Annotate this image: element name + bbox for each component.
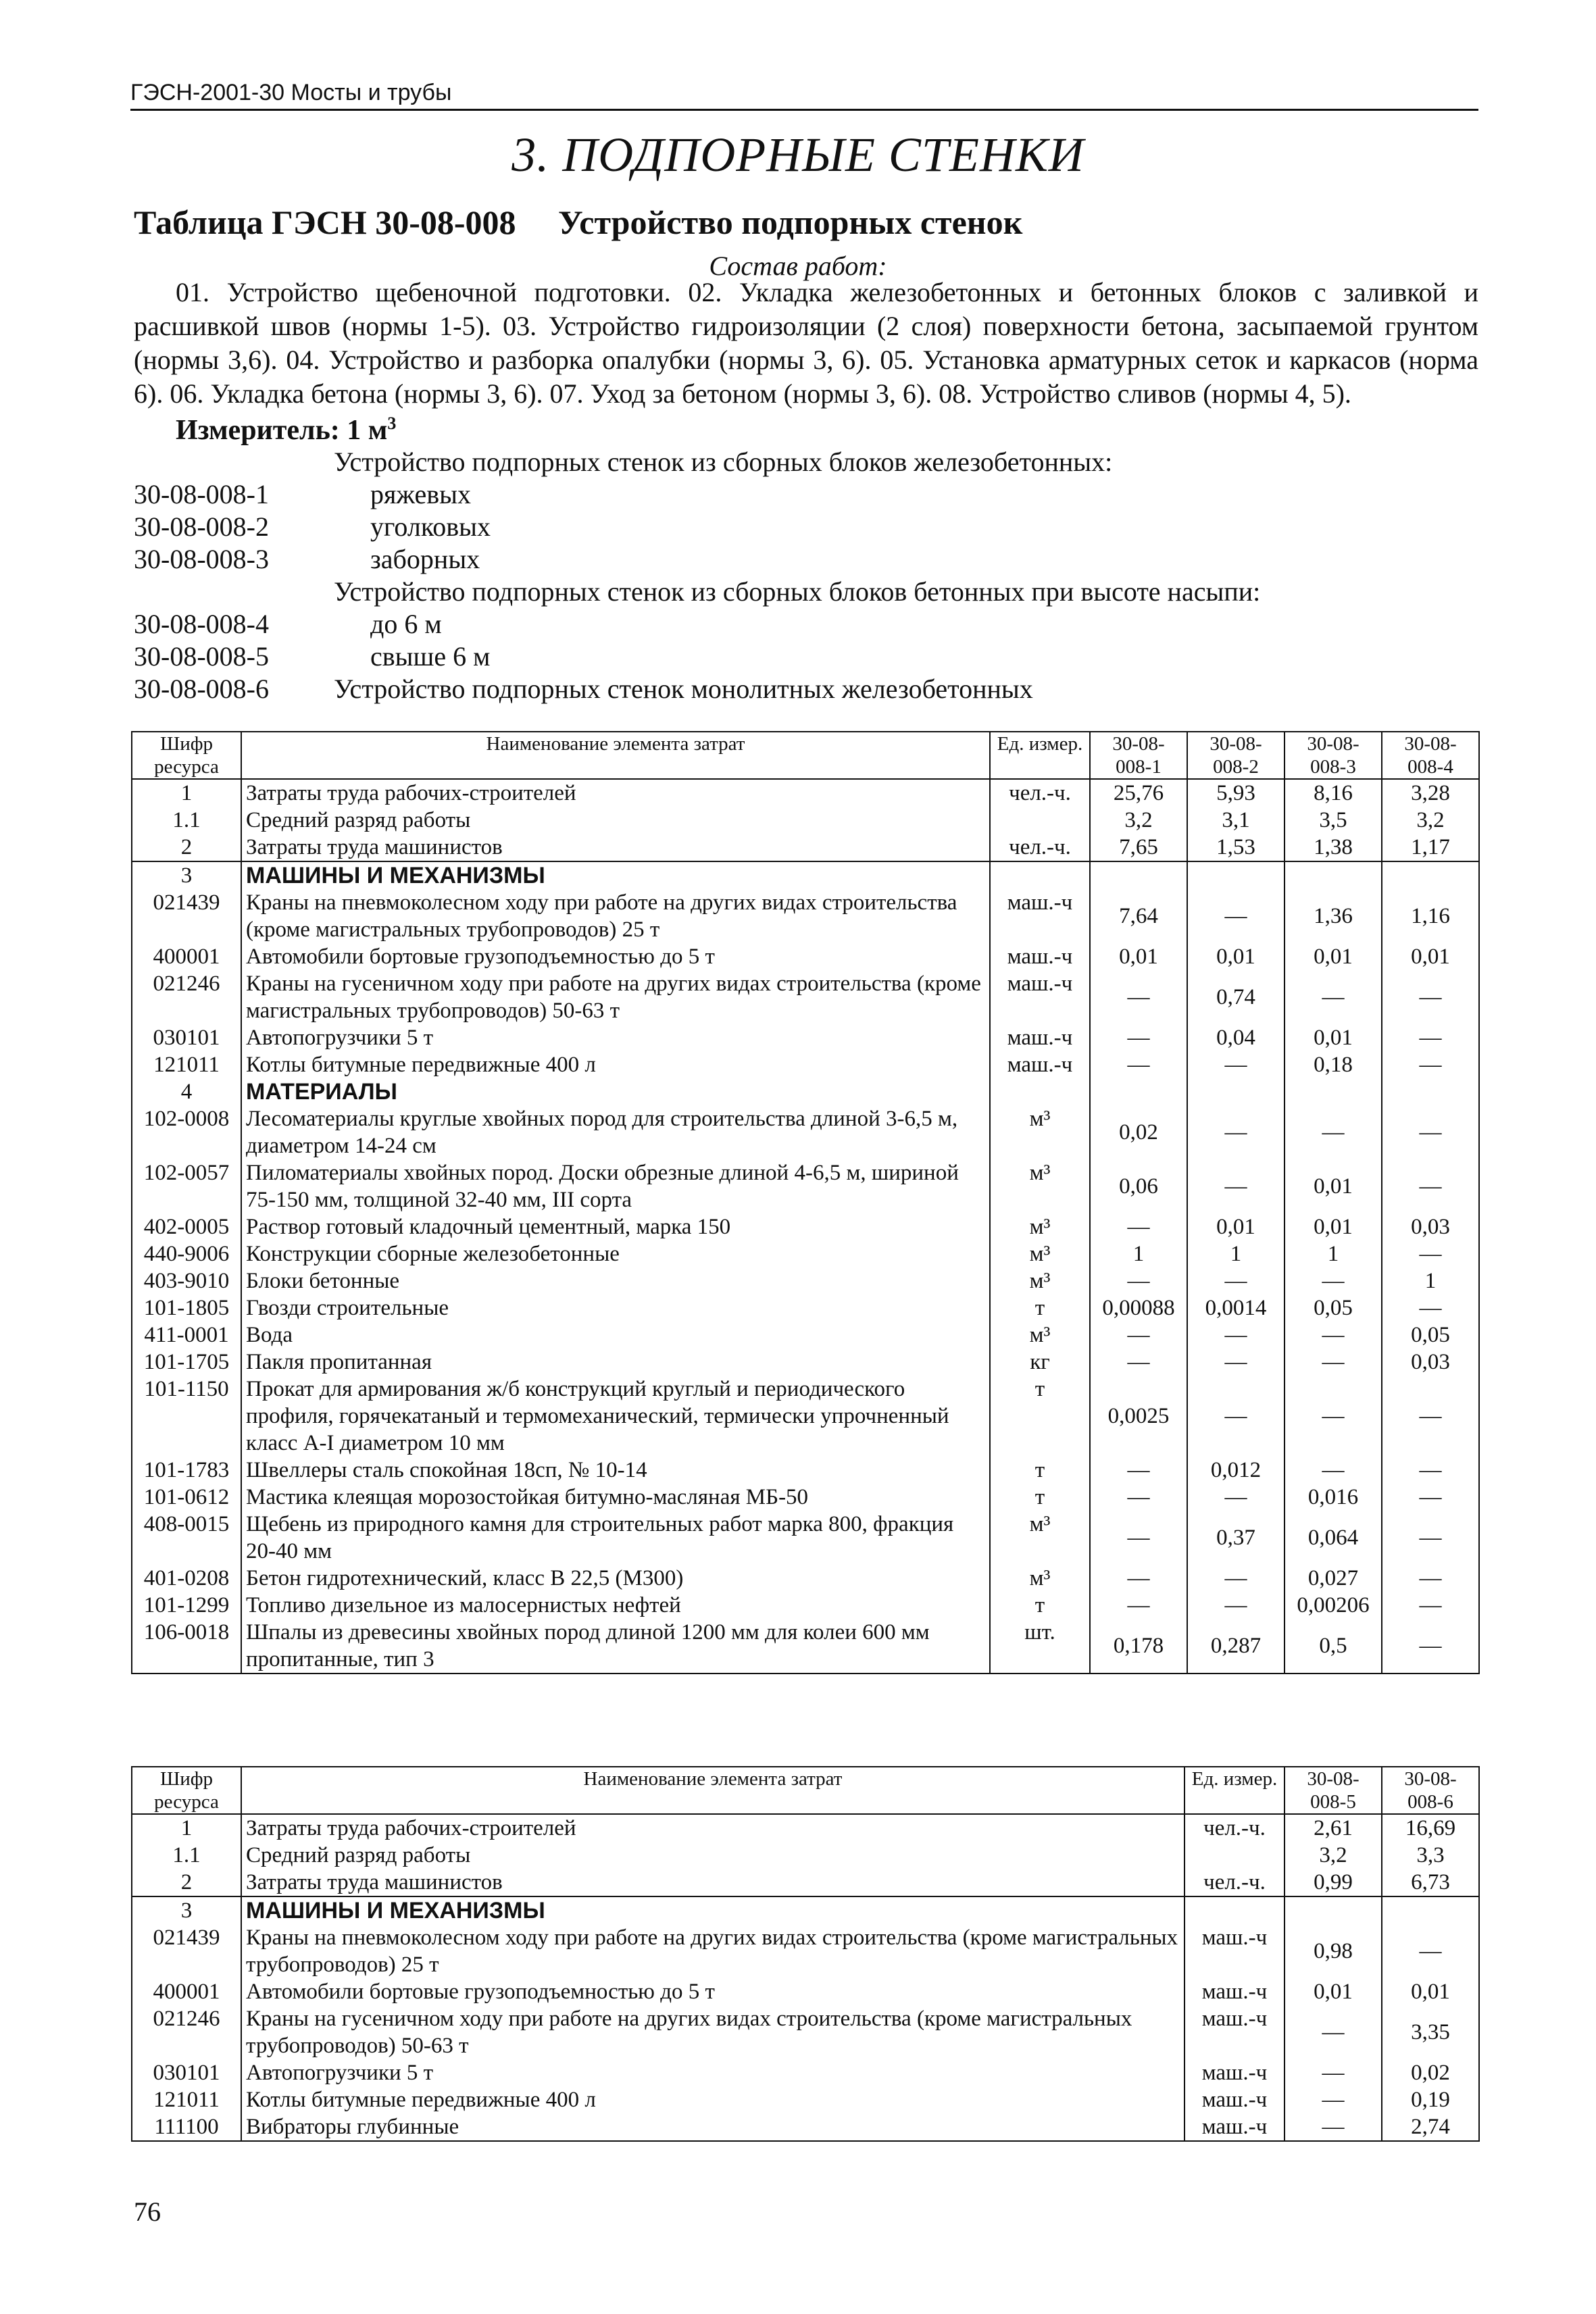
norm-value: 0,01 — [1187, 943, 1285, 970]
resource-code: 101-1705 — [132, 1349, 241, 1376]
norm-value: — — [1382, 1024, 1479, 1051]
norm-value: — — [1382, 1159, 1479, 1213]
norm-item: 30-08-008-1 ряжевых — [134, 479, 472, 509]
resource-code: 021439 — [132, 889, 241, 943]
norm-value: — — [1285, 2086, 1382, 2113]
resource-unit — [1184, 1842, 1285, 1869]
norm-item: 30-08-008-3 заборных — [134, 544, 480, 574]
norm-value: 16,69 — [1382, 1814, 1479, 1842]
resource-name: Затраты труда рабочих-строителей — [241, 1814, 1184, 1842]
norm-value — [1382, 1896, 1479, 1924]
resource-unit: маш.-ч — [990, 889, 1090, 943]
norm-value: 0,00088 — [1090, 1294, 1187, 1322]
norm-value — [1285, 1078, 1382, 1105]
norm-value: 0,5 — [1285, 1619, 1382, 1674]
resource-code: 1 — [132, 1814, 241, 1842]
norm-value: 8,16 — [1285, 779, 1382, 807]
table-row — [132, 1376, 1479, 1457]
resource-code: 101-1805 — [132, 1294, 241, 1322]
table-row — [132, 1511, 1479, 1565]
norm-value: 7,64 — [1090, 889, 1187, 943]
norm-value: 1,17 — [1382, 834, 1479, 861]
resource-code: 1.1 — [132, 1842, 241, 1869]
resource-code: 400001 — [132, 943, 241, 970]
resource-name: Средний разряд работы — [241, 1842, 1184, 1869]
norm-value: — — [1187, 1267, 1285, 1294]
resource-name: Затраты труда машинистов — [241, 1869, 1184, 1896]
table-row — [132, 1457, 1479, 1484]
header-unit: Ед. измер. — [1184, 1767, 1285, 1814]
table-title: Устройство подпорных стенок — [558, 203, 1023, 241]
resource-unit: маш.-ч — [1184, 1978, 1285, 2005]
norm-value — [1285, 1896, 1382, 1924]
resource-code: 021246 — [132, 2005, 241, 2059]
header-norm-col: 30-08-008-1 — [1090, 732, 1187, 779]
norm-value: 0,19 — [1382, 2086, 1479, 2113]
resource-code: 4 — [132, 1078, 241, 1105]
resource-name: МАШИНЫ И МЕХАНИЗМЫ — [241, 861, 990, 889]
section-row — [132, 1896, 1479, 1924]
resource-code: 2 — [132, 834, 241, 861]
norm-value: 0,98 — [1285, 1924, 1382, 1978]
norm-value: 1,16 — [1382, 889, 1479, 943]
table-row — [132, 1349, 1479, 1376]
norm-value: — — [1382, 1240, 1479, 1267]
resource-unit: м³ — [990, 1267, 1090, 1294]
resource-code: 403-9010 — [132, 1267, 241, 1294]
norm-value: — — [1382, 1051, 1479, 1078]
norm-value: 1,36 — [1285, 889, 1382, 943]
header-norm-col: 30-08-008-3 — [1285, 732, 1382, 779]
norm-value: 1 — [1187, 1240, 1285, 1267]
resource-name: Автомобили бортовые грузоподъемностью до 5 т — [241, 943, 990, 970]
norm-value: 0,37 — [1187, 1511, 1285, 1565]
resource-unit: т — [990, 1294, 1090, 1322]
norm-value: — — [1187, 889, 1285, 943]
norm-value: — — [1382, 1592, 1479, 1619]
norm-value: — — [1187, 1322, 1285, 1349]
table-row — [132, 1592, 1479, 1619]
resource-code: 400001 — [132, 1978, 241, 2005]
table-row — [132, 1924, 1479, 1978]
resource-code: 1 — [132, 779, 241, 807]
resource-unit: т — [990, 1376, 1090, 1457]
resource-code: 2 — [132, 1869, 241, 1896]
table-header-row — [132, 1767, 1479, 1814]
norm-value: 3,2 — [1382, 807, 1479, 834]
header-unit: Ед. измер. — [990, 732, 1090, 779]
norm-value: 0,01 — [1285, 943, 1382, 970]
resource-unit — [990, 861, 1090, 889]
resource-unit: маш.-ч — [990, 970, 1090, 1024]
norm-value: — — [1187, 1105, 1285, 1159]
resource-unit: маш.-ч — [1184, 1924, 1285, 1978]
norm-value: — — [1090, 1511, 1187, 1565]
norm-value: — — [1285, 1376, 1382, 1457]
norm-value: 0,03 — [1382, 1213, 1479, 1240]
norm-value: — — [1285, 2059, 1382, 2086]
resource-unit: м³ — [990, 1105, 1090, 1159]
norm-value: — — [1187, 1592, 1285, 1619]
header-norm-col: 30-08-008-4 — [1382, 732, 1479, 779]
table-row — [132, 1024, 1479, 1051]
norm-value: 3,3 — [1382, 1842, 1479, 1869]
norm-value: — — [1382, 1105, 1479, 1159]
resource-name: Краны на пневмоколесном ходу при работе на других видах строительства (кроме магистральных трубопроводов) 25 т — [241, 889, 990, 943]
resource-code: 3 — [132, 861, 241, 889]
norm-value: 0,00206 — [1285, 1592, 1382, 1619]
norm-value: 0,012 — [1187, 1457, 1285, 1484]
norm-value: — — [1187, 1484, 1285, 1511]
norm-group-heading: Устройство подпорных стенок из сборных блоков железобетонных: — [334, 447, 1113, 477]
table-row — [132, 1565, 1479, 1592]
resource-unit: т — [990, 1484, 1090, 1511]
resource-name: Котлы битумные передвижные 400 л — [241, 2086, 1184, 2113]
table-row — [132, 970, 1479, 1024]
table-heading — [134, 203, 1022, 242]
norm-value: 3,35 — [1382, 2005, 1479, 2059]
section-title: 3. ПОДПОРНЫЕ СТЕНКИ — [512, 128, 1084, 182]
resource-code: 101-1783 — [132, 1457, 241, 1484]
norm-value: — — [1090, 1213, 1187, 1240]
table-row — [132, 943, 1479, 970]
norm-value: 0,287 — [1187, 1619, 1285, 1674]
norm-value: 7,65 — [1090, 834, 1187, 861]
resource-code: 121011 — [132, 1051, 241, 1078]
table-header-row — [132, 732, 1479, 779]
norm-value — [1285, 861, 1382, 889]
norm-value: — — [1382, 1511, 1479, 1565]
norm-value: — — [1382, 1484, 1479, 1511]
resource-code: 1.1 — [132, 807, 241, 834]
norm-value: 0,99 — [1285, 1869, 1382, 1896]
table-body — [132, 1814, 1479, 2141]
norm-value: 2,61 — [1285, 1814, 1382, 1842]
resource-code: 121011 — [132, 2086, 241, 2113]
norm-value: 0,016 — [1285, 1484, 1382, 1511]
resource-code: 401-0208 — [132, 1565, 241, 1592]
resource-code: 102-0008 — [132, 1105, 241, 1159]
table-row — [132, 1322, 1479, 1349]
meter — [176, 413, 396, 447]
norm-value: 3,1 — [1187, 807, 1285, 834]
header-name: Наименование элемента затрат — [241, 732, 990, 779]
resource-name: Блоки бетонные — [241, 1267, 990, 1294]
resource-code: 111100 — [132, 2113, 241, 2141]
norm-value: — — [1285, 1322, 1382, 1349]
norm-value — [1187, 861, 1285, 889]
norm-value: 1 — [1285, 1240, 1382, 1267]
resource-name: Топливо дизельное из малосернистых нефтей — [241, 1592, 990, 1619]
resource-code: 440-9006 — [132, 1240, 241, 1267]
resource-unit: чел.-ч. — [990, 779, 1090, 807]
norm-value: — — [1382, 1376, 1479, 1457]
table-row — [132, 1051, 1479, 1078]
norm-value: — — [1187, 1565, 1285, 1592]
norm-value: 0,04 — [1187, 1024, 1285, 1051]
resource-unit — [1184, 1896, 1285, 1924]
meter-sup: 3 — [387, 413, 397, 433]
table-row — [132, 889, 1479, 943]
norm-value: — — [1090, 1592, 1187, 1619]
norm-group-heading: Устройство подпорных стенок из сборных блоков бетонных при высоте насыпи: — [334, 576, 1261, 607]
resource-code: 021439 — [132, 1924, 241, 1978]
resource-code: 030101 — [132, 2059, 241, 2086]
resource-name: Автопогрузчики 5 т — [241, 2059, 1184, 2086]
norm-value: 0,01 — [1285, 1024, 1382, 1051]
work-composition-text: 01. Устройство щебеночной подготовки. 02. Укладка железобетонных и бетонных блоков с заливкой и расшивкой швов (нормы 1-5). 03. Устройство гидроизоляции (2 слоя) поверхности бетона, засыпаемой грунтом (нормы 3,6). 04. Устройство и разборка опалубки (нормы 3, 6). 05. Установка арматурных сеток и каркасов (норма 6). 06. Укладка бетона (нормы 3, 6). 07. Уход за бетоном (нормы 3, 6). 08. Устройство сливов (нормы 4, 5). — [134, 277, 1478, 409]
resource-code: 101-1150 — [132, 1376, 241, 1457]
norm-value: — — [1090, 1267, 1187, 1294]
resource-code: 101-1299 — [132, 1592, 241, 1619]
resource-name: Краны на гусеничном ходу при работе на других видах строительства (кроме магистральных трубопроводов) 50-63 т — [241, 970, 990, 1024]
norm-value: 0,0014 — [1187, 1294, 1285, 1322]
table-row — [132, 1842, 1479, 1869]
norm-value: — — [1187, 1159, 1285, 1213]
resource-name: Гвозди строительные — [241, 1294, 990, 1322]
norm-value: 0,01 — [1285, 1213, 1382, 1240]
resource-name: Котлы битумные передвижные 400 л — [241, 1051, 990, 1078]
resource-name: МАШИНЫ И МЕХАНИЗМЫ — [241, 1896, 1184, 1924]
resource-unit: м³ — [990, 1565, 1090, 1592]
norm-value: 3,2 — [1090, 807, 1187, 834]
norm-item: 30-08-008-6 Устройство подпорных стенок монолитных железобетонных — [134, 674, 1033, 704]
resource-name: Затраты труда машинистов — [241, 834, 990, 861]
norm-value: 0,01 — [1382, 943, 1479, 970]
table-row — [132, 2086, 1479, 2113]
norm-value: — — [1090, 1322, 1187, 1349]
resource-code: 411-0001 — [132, 1322, 241, 1349]
resource-name: Автомобили бортовые грузоподъемностью до 5 т — [241, 1978, 1184, 2005]
work-composition-label: Состав работ: — [709, 251, 887, 281]
resource-unit: м³ — [990, 1240, 1090, 1267]
running-header: ГЭСН-2001-30 Мосты и трубы — [130, 80, 1478, 111]
norm-value: — — [1285, 1349, 1382, 1376]
norm-value: — — [1090, 1565, 1187, 1592]
resource-name: Шпалы из древесины хвойных пород длиной 1200 мм для колеи 600 мм пропитанные, тип 3 — [241, 1619, 990, 1674]
resource-unit: шт. — [990, 1619, 1090, 1674]
norm-value: 0,03 — [1382, 1349, 1479, 1376]
resource-unit — [990, 1078, 1090, 1105]
norm-value: — — [1382, 970, 1479, 1024]
resource-name: Швеллеры сталь спокойная 18сп, № 10-14 — [241, 1457, 990, 1484]
resource-unit: т — [990, 1457, 1090, 1484]
resource-unit: кг — [990, 1349, 1090, 1376]
table-row — [132, 834, 1479, 861]
norm-value: — — [1090, 1051, 1187, 1078]
norm-value — [1090, 1078, 1187, 1105]
norm-item: 30-08-008-4 до 6 м — [134, 609, 442, 639]
resource-unit: маш.-ч — [1184, 2005, 1285, 2059]
resource-name: Бетон гидротехнический, класс В 22,5 (М300) — [241, 1565, 990, 1592]
resource-unit: м³ — [990, 1322, 1090, 1349]
resource-name: МАТЕРИАЛЫ — [241, 1078, 990, 1105]
norm-value: — — [1285, 1457, 1382, 1484]
norm-value: — — [1187, 1349, 1285, 1376]
norm-item: 30-08-008-5 свыше 6 м — [134, 641, 491, 672]
page-number: 76 — [134, 2196, 161, 2227]
table-row — [132, 1240, 1479, 1267]
table-row — [132, 1869, 1479, 1896]
norm-value: 0,74 — [1187, 970, 1285, 1024]
norm-value: 0,05 — [1382, 1322, 1479, 1349]
table-row — [132, 1105, 1479, 1159]
table-row — [132, 1978, 1479, 2005]
resource-name: Прокат для армирования ж/б конструкций круглый и периодического профиля, горячекатаный и термомеханический, термически упрочненный класс А-I диаметром 10 мм — [241, 1376, 990, 1457]
header-code: Шифр ресурса — [132, 1767, 241, 1814]
table-row — [132, 779, 1479, 807]
resource-name: Краны на пневмоколесном ходу при работе на других видах строительства (кроме магистральных трубопроводов) 25 т — [241, 1924, 1184, 1978]
norm-value: — — [1382, 1924, 1479, 1978]
table-code: Таблица ГЭСН 30-08-008 — [134, 203, 516, 241]
norm-value: — — [1187, 1376, 1285, 1457]
norm-value: — — [1382, 1619, 1479, 1674]
resource-code: 030101 — [132, 1024, 241, 1051]
norm-value: 0,064 — [1285, 1511, 1382, 1565]
resource-unit: маш.-ч — [990, 943, 1090, 970]
resource-code: 102-0057 — [132, 1159, 241, 1213]
resource-unit: маш.-ч — [990, 1051, 1090, 1078]
norm-value: 1 — [1382, 1267, 1479, 1294]
resource-unit: т — [990, 1592, 1090, 1619]
norm-value: 0,0025 — [1090, 1376, 1187, 1457]
norm-value: — — [1187, 1051, 1285, 1078]
header-norm-col: 30-08-008-5 — [1285, 1767, 1382, 1814]
norm-value: 0,05 — [1285, 1294, 1382, 1322]
norm-value: 3,2 — [1285, 1842, 1382, 1869]
resource-code: 021246 — [132, 970, 241, 1024]
resource-unit: маш.-ч — [1184, 2059, 1285, 2086]
norm-value: 0,01 — [1382, 1978, 1479, 2005]
norm-value: 0,01 — [1285, 1159, 1382, 1213]
resource-name: Щебень из природного камня для строительных работ марка 800, фракция 20-40 мм — [241, 1511, 990, 1565]
norm-value: 0,01 — [1090, 943, 1187, 970]
resource-name: Конструкции сборные железобетонные — [241, 1240, 990, 1267]
norm-value: — — [1090, 1024, 1187, 1051]
norm-value: 0,18 — [1285, 1051, 1382, 1078]
header-norm-col: 30-08-008-2 — [1187, 732, 1285, 779]
norm-value: 3,5 — [1285, 807, 1382, 834]
norm-value: 0,01 — [1285, 1978, 1382, 2005]
norm-value: — — [1090, 970, 1187, 1024]
resource-unit: м³ — [990, 1511, 1090, 1565]
table-row — [132, 2059, 1479, 2086]
resource-code: 408-0015 — [132, 1511, 241, 1565]
norm-value: — — [1285, 970, 1382, 1024]
resource-code: 402-0005 — [132, 1213, 241, 1240]
norm-value: — — [1285, 2113, 1382, 2141]
norm-value: — — [1285, 1267, 1382, 1294]
header-code: Шифр ресурса — [132, 732, 241, 779]
table-row — [132, 1619, 1479, 1674]
resource-unit: м³ — [990, 1213, 1090, 1240]
resource-name: Пиломатериалы хвойных пород. Доски обрезные длиной 4-6,5 м, шириной 75-150 мм, толщиной 32-40 мм, III сорта — [241, 1159, 990, 1213]
norm-value: — — [1382, 1457, 1479, 1484]
norm-value: — — [1090, 1484, 1187, 1511]
norm-value: 0,02 — [1090, 1105, 1187, 1159]
norm-value: 3,28 — [1382, 779, 1479, 807]
resource-unit: чел.-ч. — [1184, 1814, 1285, 1842]
table-row — [132, 2113, 1479, 2141]
table-row — [132, 1213, 1479, 1240]
header-norm-col: 30-08-008-6 — [1382, 1767, 1479, 1814]
norm-value: — — [1090, 1457, 1187, 1484]
norm-value: 1 — [1090, 1240, 1187, 1267]
norm-value: 0,027 — [1285, 1565, 1382, 1592]
norm-value: 0,06 — [1090, 1159, 1187, 1213]
norm-value: 25,76 — [1090, 779, 1187, 807]
resource-name: Лесоматериалы круглые хвойных пород для строительства длиной 3-6,5 м, диаметром 14-24 см — [241, 1105, 990, 1159]
resource-unit — [990, 807, 1090, 834]
resource-name: Вода — [241, 1322, 990, 1349]
resource-name: Раствор готовый кладочный цементный, марка 150 — [241, 1213, 990, 1240]
resource-code: 106-0018 — [132, 1619, 241, 1674]
norms-list — [134, 446, 1478, 705]
norm-value: — — [1285, 2005, 1382, 2059]
norm-value — [1382, 861, 1479, 889]
resource-name: Затраты труда рабочих-строителей — [241, 779, 990, 807]
table-body — [132, 779, 1479, 1674]
resource-code: 101-0612 — [132, 1484, 241, 1511]
resource-code: 3 — [132, 1896, 241, 1924]
norm-value: — — [1382, 1294, 1479, 1322]
section-row — [132, 1078, 1479, 1105]
norm-value: 0,01 — [1187, 1213, 1285, 1240]
norm-value: 1,53 — [1187, 834, 1285, 861]
resource-unit: м³ — [990, 1159, 1090, 1213]
table-row — [132, 1267, 1479, 1294]
resource-unit: чел.-ч. — [1184, 1869, 1285, 1896]
norm-value: 0,178 — [1090, 1619, 1187, 1674]
table-row — [132, 2005, 1479, 2059]
norm-value: 2,74 — [1382, 2113, 1479, 2141]
resource-name: Пакля пропитанная — [241, 1349, 990, 1376]
table-row — [132, 1484, 1479, 1511]
table-row — [132, 1294, 1479, 1322]
norm-value: — — [1382, 1565, 1479, 1592]
norm-value: 1,38 — [1285, 834, 1382, 861]
meter-label: Измеритель: 1 м — [176, 415, 388, 446]
norm-value: — — [1285, 1105, 1382, 1159]
resource-table-1 — [131, 731, 1480, 1674]
table-row — [132, 1814, 1479, 1842]
table-row — [132, 807, 1479, 834]
resource-unit: маш.-ч — [990, 1024, 1090, 1051]
resource-name: Вибраторы глубинные — [241, 2113, 1184, 2141]
norm-value: — — [1090, 1349, 1187, 1376]
table-row — [132, 1159, 1479, 1213]
norm-item: 30-08-008-2 уголковых — [134, 511, 491, 542]
header-name: Наименование элемента затрат — [241, 1767, 1184, 1814]
norm-value — [1090, 861, 1187, 889]
resource-name: Краны на гусеничном ходу при работе на других видах строительства (кроме магистральных трубопроводов) 50-63 т — [241, 2005, 1184, 2059]
section-row — [132, 861, 1479, 889]
resource-name: Мастика клеящая морозостойкая битумно-масляная МБ-50 — [241, 1484, 990, 1511]
norm-value: 0,02 — [1382, 2059, 1479, 2086]
resource-unit: маш.-ч — [1184, 2113, 1285, 2141]
norm-value — [1382, 1078, 1479, 1105]
resource-name: Автопогрузчики 5 т — [241, 1024, 990, 1051]
norm-value: 5,93 — [1187, 779, 1285, 807]
resource-table-2 — [131, 1766, 1480, 2142]
resource-unit: маш.-ч — [1184, 2086, 1285, 2113]
norm-value: 6,73 — [1382, 1869, 1479, 1896]
resource-name: Средний разряд работы — [241, 807, 990, 834]
norm-value — [1187, 1078, 1285, 1105]
resource-unit: чел.-ч. — [990, 834, 1090, 861]
